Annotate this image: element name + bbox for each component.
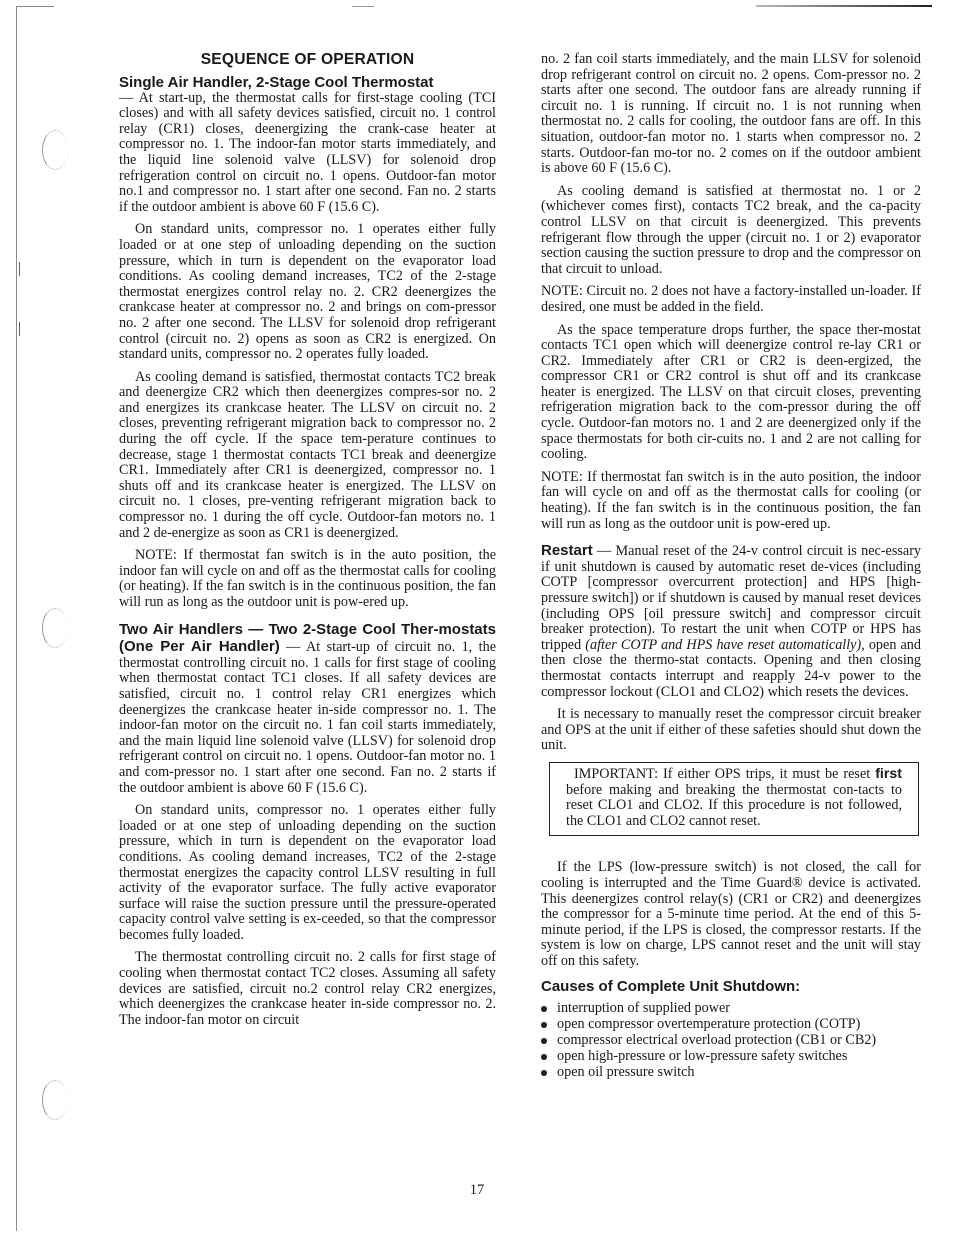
important-text-a: IMPORTANT: If either OPS trips, it must be reset (574, 765, 876, 782)
page-border-top-left (16, 6, 54, 7)
right-paragraph-4: As the space temperature drops further, the space ther-mostat contacts TC1 open which will deenergize control re-lay CR1 or CR2. Immediately after CR1 or CR2 is deen-ergized, the compressor CR1 or CR2 control is shut off and its crankcase heater is energized. The LLSV on that circuit closes, preventing refrigeration migration back to the com-pressor during the off cycle. Outdoor-fan motors no. 1 and 2 are deenergized only if the space thermostats for both cir-cuits no. 1 and 2 are not calling for cooling. (541, 321, 921, 463)
list-item: open compressor overtemperature protection (COTP) (541, 1017, 921, 1033)
heading-dash: — (279, 639, 307, 656)
restart-block (541, 542, 921, 700)
right-paragraph-2: As cooling demand is satisfied at thermostat no. 1 or 2 (whichever comes first), contacts TC2 break, and the ca-pacity control LLSV on that circuit is deenergized. This prevents refrigerant flow through the upper (circuit no. 1 or 2) evaporator section causing the suction pressure to drop and the compressor on that circuit to unload. (541, 182, 921, 277)
important-notice-box (549, 762, 919, 836)
right-paragraph-1: no. 2 fan coil starts immediately, and the main LLSV for solenoid drop refrigerant control on circuit no. 2 opens. Com-pressor no. 2 starts after one second. The outdoor fans are already running if circuit no. 1 is running. If circuit no. 1 is not running when thermostat no. 2 calls for cooling, the outdoor fans are off. In this situation, outdoor-fan motor no. 1 starts when compressor no. 2 starts. Outdoor-fan mo-tor no. 2 comes on if the outdoor ambient is above 60 F (15.6 C). (541, 51, 921, 177)
binder-hole-mark (42, 1080, 68, 1120)
list-item: compressor electrical overload protection (CB1 or CB2) (541, 1033, 921, 1049)
list-item: interruption of supplied power (541, 1001, 921, 1017)
two-air-handlers-heading: Two Air Handlers — Two 2-Stage Cool Ther-mostats (One Per Air Handler) (119, 620, 496, 656)
single-paragraph-3: As cooling demand is satisfied, thermostat contacts TC2 break and deenergize CR2 which then deenergizes compres-sor no. 2 and energizes its crankcase heater. The LLSV on circuit no. 2 closes, preventing refrigerant migration back to compressor no. 2 during the off cycle. If the space tem-perature continues to decrease, stage 1 thermostat contacts TC1 break and deenergize CR1. Immediately after CR1 is deenergized, compressor no. 1 shuts off and its crankcase heater is energized. The LLSV on circuit no. 1 closes, pre-venting refrigerant migration back to compressor no. 1 during the off cycle. Outdoor-fan motors no. 1 and 2 de-energize as soon as CR1 is deenergized. (119, 368, 496, 541)
two-air-handlers-block (119, 621, 496, 797)
page-number: 17 (469, 1182, 485, 1198)
heading-dash: — (592, 543, 616, 560)
restart-text-a: Manual reset of the 24-v control circuit is nec-essary if unit shutdown is caused by automatic reset de-vices (including COTP [compressor overcurrent protection] and HPS [high-pressure switch]) or if shutdown is caused by manual reset devices (including OPS [oil pressure switch] and compressor circuit breaker protection). To restart the unit when COTP or HPS has tripped (541, 543, 922, 653)
causes-list (541, 1001, 921, 1080)
single-paragraph-note: NOTE: If thermostat fan switch is in the auto position, the indoor fan will cycle on and off as the thermostat calls for cooling (or heating). If the fan switch is in the continuous position, the fan will run as long as the outdoor unit is pow-ered up. (119, 547, 496, 610)
important-text-b: before making and breaking the thermostat con-tacts to reset CLO1 and CLO2. If this procedure is not followed, the CLO1 and CLO2 cannot reset. (566, 781, 902, 829)
left-column (119, 52, 496, 1035)
important-notice-text (566, 767, 902, 829)
important-bold-first: first (875, 765, 902, 782)
restart-paragraph-2: It is necessary to manually reset the compressor circuit breaker and OPS at the unit if either of these safeties should shut down the unit. (541, 706, 921, 754)
margin-tick (19, 322, 20, 336)
binder-hole-mark (42, 608, 68, 648)
page-mark-top-center (352, 6, 374, 7)
restart-text-italic: (after COTP and HPS have reset automatically), (585, 636, 865, 653)
right-paragraph-lps: If the LPS (low-pressure switch) is not closed, the call for cooling is interrupted and the Time Guard® device is activated. This deenergizes control relay(s) (CR1 or CR2) and deenergizes the compressor for a 5-minute time period. At the end of this 5-minute period, if the LPS is closed, the compressor restarts. If the system is low on charge, LPS cannot reset and the unit will stay off on this safety. (541, 859, 921, 969)
list-item: open oil pressure switch (541, 1065, 921, 1081)
right-column (541, 52, 921, 1080)
right-note-circuit-2: NOTE: Circuit no. 2 does not have a factory-installed un-loader. If desired, one must be added in the field. (541, 283, 921, 315)
two-paragraph-2: On standard units, compressor no. 1 operates either fully loaded or at one step of unloading depending on the suction pressure, which in turn is dependent on the evaporator load conditions. As cooling demand increases, TC2 of the 2-stage thermostat energizes the capacity control LLSV resulting in full activity of the evaporator surface. The fully active evaporator surface will raise the suction pressure until the pressure-operated capacity control valve setting is ex-ceeded, so that the compressor becomes fully loaded. (119, 802, 496, 943)
restart-text-b: open and then close the thermo-stat contacts. Opening and then closing thermostat contacts interrupt and reapply 24-v power to the compressor lockout (CLO1 and CLO2) which resets the devices. (541, 636, 921, 700)
two-paragraph-3: The thermostat controlling circuit no. 2 calls for first stage of cooling when thermostat contact TC2 closes. Assuming all safety devices are satisfied, circuit no.2 control relay CR2 energizes, which deenergizes the crankcase heater in-side compressor no. 2. The indoor-fan motor on circuit (119, 949, 496, 1028)
two-paragraph-1-text: At start-up of circuit no. 1, the thermostat controlling circuit no. 1 calls for first stage of cooling when thermostat contact TC1 closes. If all safety devices are satisfied, circuit no. 1 control relay CR1 energizes which deenergizes the crankcase heater in-side compressor no. 1. The indoor-fan motor on the circuit no. 1 fan coil starts immediately, and the main liquid line solenoid valve (LLSV) for solenoid drop refrigerant control on circuit no. 1 opens. Outdoor-fan motor no. 1 and com-pressor no. 1 start after one second. Fan no. 2 starts if the outdoor ambient is above 60 F (15.6 C). (119, 639, 497, 796)
heading-dash: — (119, 89, 139, 106)
restart-heading: Restart (541, 542, 593, 560)
list-item: open high-pressure or low-pressure safety switches (541, 1049, 921, 1065)
single-paragraph-1-text: At start-up, the thermostat calls for first-stage cooling (TCI closes) and with all safety devices satisfied, circuit no. 1 control relay (CR1) closes, deenergizing the crank-case heater at compressor no. 1. The indoor-fan motor starts immediately, and the liquid line solenoid valve (LLSV) for solenoid drop refrigeration control on circuit no. 1 opens. Outdoor-fan motor no.1 and compressor no. 1 start after one second. Fan no. 2 starts if the outdoor ambient is above 60 F (15.6 C). (119, 89, 497, 215)
page-rule-top-right (756, 5, 932, 7)
single-paragraph-1 (119, 91, 496, 216)
binder-hole-mark (42, 130, 68, 170)
single-paragraph-2: On standard units, compressor no. 1 operates either fully loaded or at one step of unloading depending on the suction pressure, which in turn is dependent on the evaporator load conditions. As cooling demand increases, TC2 of the 2-stage thermostat energizes control relay no. 2. CR2 deenergizes the crankcase heater at compressor no. 2 and brings on com-pressor no. 2 after one second. The LLSV for solenoid drop refrigerant control (circuit no. 2) opens as soon as CR2 is energized. On standard units, compressor no. 2 operates fully loaded. (119, 221, 496, 363)
page-border-left (16, 6, 17, 1231)
causes-heading: Causes of Complete Unit Shutdown: (541, 978, 801, 996)
margin-tick (19, 262, 20, 276)
section-title: SEQUENCE OF OPERATION (200, 51, 415, 68)
single-air-handler-heading: Single Air Handler, 2-Stage Cool Thermostat (119, 73, 434, 91)
right-note-fan-switch: NOTE: If thermostat fan switch is in the auto position, the indoor fan will cycle on and off as the thermostat calls for cooling (or heating). If the fan switch is in the continuous position, the fan will run as long as the outdoor unit is pow-ered up. (541, 468, 921, 532)
